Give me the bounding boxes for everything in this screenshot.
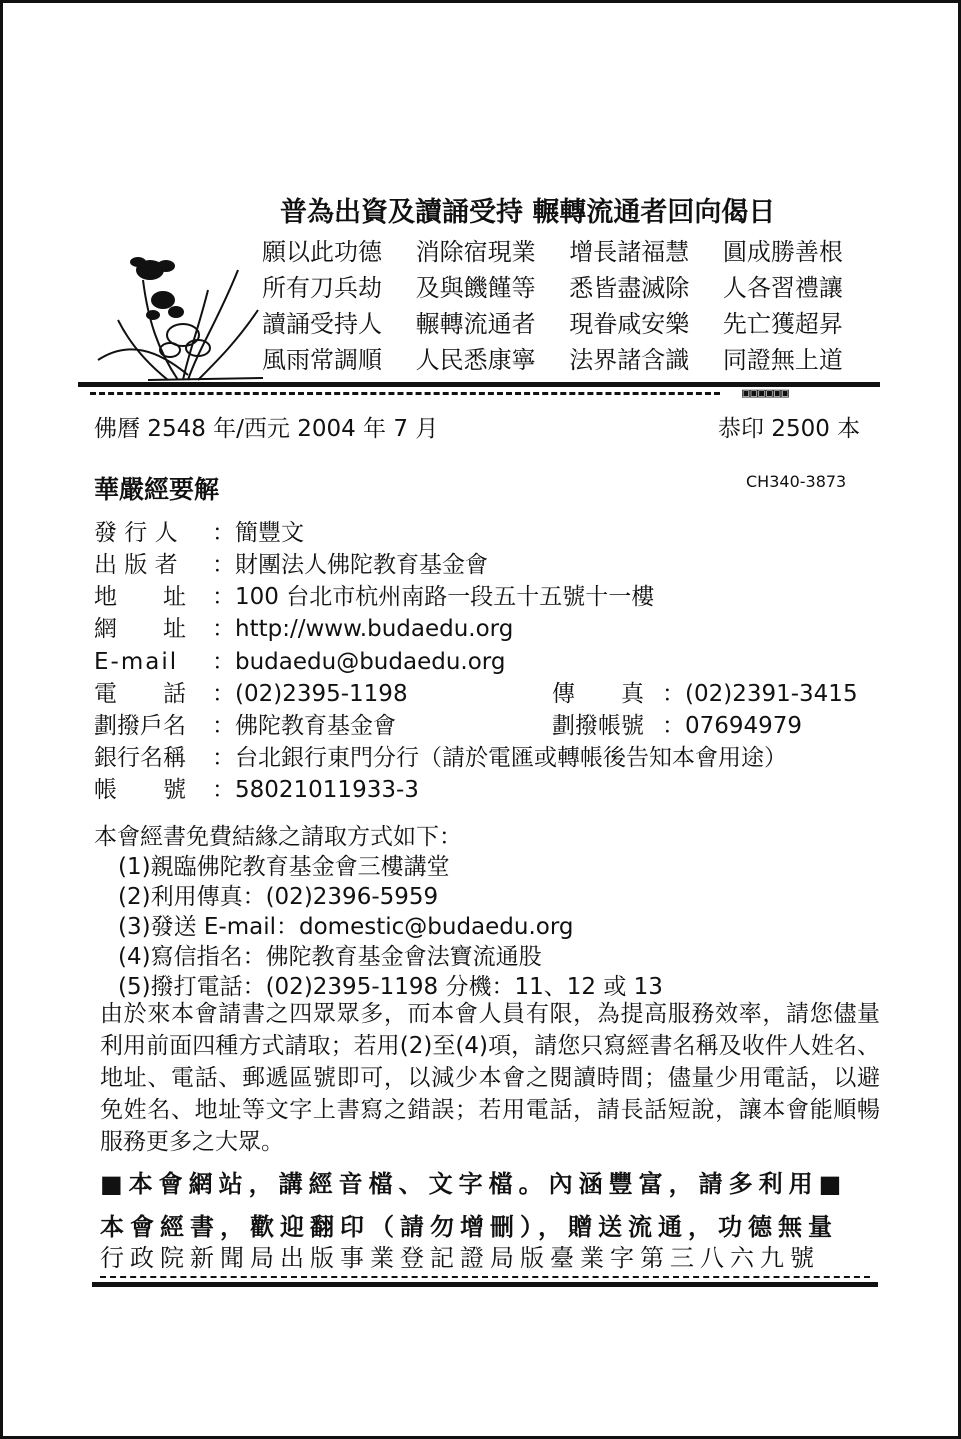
bank-account-row: 帳 號 ：58021011933-3 <box>94 771 419 804</box>
verse: 圓成勝善根 <box>722 238 843 266</box>
verse-row-4 <box>262 340 843 375</box>
print-date: 佛曆 2548 年/西元 2004 年 7 月 <box>94 416 439 442</box>
detail-label: 出 版 者 <box>94 552 178 578</box>
detail-label: 網 址 <box>94 616 186 642</box>
book-code: CH340-3873 <box>746 472 847 491</box>
verse: 人民悉康寧 <box>415 346 536 374</box>
detail-label: 發 行 人 <box>94 520 178 546</box>
detail-label: E-mail <box>94 649 179 675</box>
account-name-value: 佛陀教育基金會 <box>235 713 396 739</box>
orchid-illustration <box>88 240 278 390</box>
detail-label: 帳 號 <box>94 777 186 803</box>
bottom-rule <box>92 1282 878 1287</box>
verse: 同證無上道 <box>722 346 843 374</box>
issuer-row: 出 版 者 ：財團法人佛陀教育基金會 <box>94 546 488 579</box>
verse: 先亡獲超昇 <box>722 310 843 338</box>
footer-reprint-line: 本會經書，歡迎翻印（請勿增刪），贈送流通，功德無量 <box>100 1213 838 1241</box>
ornament-boxes: ▣▣▣▣▣▣ <box>742 386 789 401</box>
verse: 願以此功德 <box>262 238 382 266</box>
address-row: 地 址 ：100 台北市杭州南路一段五十五號十一樓 <box>94 578 654 611</box>
verse: 增長諸福慧 <box>569 238 690 266</box>
account-no-label: 劃撥帳號 <box>552 713 644 739</box>
email-link[interactable]: budaedu@budaedu.org <box>235 649 506 675</box>
bank-row: 銀行名稱 ：台北銀行東門分行（請於電匯或轉帳後告知本會用途） <box>94 739 787 772</box>
print-copies: 恭印 2500 本 <box>718 416 861 442</box>
website-row: 網 址 ：http://www.budaedu.org <box>94 610 513 643</box>
website-link[interactable]: http://www.budaedu.org <box>235 616 514 642</box>
detail-value: 100 台北市杭州南路一段五十五號十一樓 <box>235 584 655 610</box>
request-method: (5)撥打電話：(02)2395-1198 分機：11、12 或 13 <box>118 974 663 1000</box>
top-dashes <box>90 392 720 398</box>
phone-value: (02)2395-1198 <box>235 681 408 707</box>
detail-value: 簡豐文 <box>235 520 304 546</box>
verse: 悉皆盡滅除 <box>569 274 690 302</box>
verse: 輾轉流通者 <box>415 310 536 338</box>
publisher-row: 發 行 人 ：簡豐文 <box>94 514 304 547</box>
book-title: 華嚴經要解 <box>94 475 220 504</box>
account-name-row: 劃撥戶名 ：佛陀教育基金會 <box>94 707 396 740</box>
detail-value: 財團法人佛陀教育基金會 <box>235 552 488 578</box>
verse: 及與饑饉等 <box>415 274 536 302</box>
request-method: (1)親臨佛陀教育基金會三樓講堂 <box>118 854 450 880</box>
request-note: 由於來本會請書之四眾眾多，而本會人員有限，為提高服務效率，請您儘量利用前面四種方式請取；若用(2)至(4)項，請您只寫經書名稱及收件人姓名、地址、電話、郵遞區號即可，以減少本會之閱讀時間；儘量少用電話，以避免姓名、地址等文字上書寫之錯誤；若用電話，請長話短說，讓本會能順暢服務更多之大眾。 <box>100 1001 880 1155</box>
account-no-value: 07694979 <box>685 713 803 739</box>
verse: 法界諸含識 <box>569 346 690 374</box>
verse-row-1 <box>262 232 843 267</box>
detail-label: 劃撥戶名 <box>94 713 186 739</box>
dedication-title: 普為出資及讀誦受持 輾轉流通者回向偈日 <box>280 197 776 228</box>
request-heading: 本會經書免費結緣之請取方式如下： <box>94 824 462 850</box>
verse: 讀誦受持人 <box>262 310 382 338</box>
footer-website-line: ■本會網站，講經音檔、文字檔。內涵豐富，請多利用■ <box>100 1170 848 1198</box>
verse: 消除宿現業 <box>415 238 536 266</box>
detail-label: 地 址 <box>94 584 186 610</box>
phone-row: 電 話 ：(02)2395-1198 <box>94 675 408 708</box>
bottom-dashes <box>100 1276 870 1281</box>
verse: 人各習禮讓 <box>722 274 843 302</box>
account-no-row: 劃撥帳號 ：07694979 <box>552 707 802 740</box>
verse-row-2 <box>262 268 843 303</box>
verse: 現眷咸安樂 <box>569 310 690 338</box>
verse-row-3 <box>262 304 843 339</box>
fax-label: 傳 真 <box>552 681 644 707</box>
verse: 所有刀兵劫 <box>262 274 382 302</box>
email-row: E-mail ：budaedu@budaedu.org <box>94 649 506 675</box>
request-method: (4)寫信指名：佛陀教育基金會法寶流通股 <box>118 944 542 970</box>
fax-value: (02)2391-3415 <box>685 681 858 707</box>
verse: 風雨常調順 <box>262 346 382 374</box>
footer-registration-line: 行政院新聞局出版事業登記證局版臺業字第三八六九號 <box>100 1244 820 1272</box>
request-method: (3)發送 E-mail：domestic@budaedu.org <box>118 914 574 940</box>
fax-row: 傳 真 ：(02)2391-3415 <box>552 675 858 708</box>
bank-account-value: 58021011933-3 <box>235 777 419 803</box>
bank-value: 台北銀行東門分行（請於電匯或轉帳後告知本會用途） <box>235 745 787 771</box>
detail-label: 銀行名稱 <box>94 745 186 771</box>
detail-label: 電 話 <box>94 681 186 707</box>
request-method: (2)利用傳真：(02)2396-5959 <box>118 884 439 910</box>
